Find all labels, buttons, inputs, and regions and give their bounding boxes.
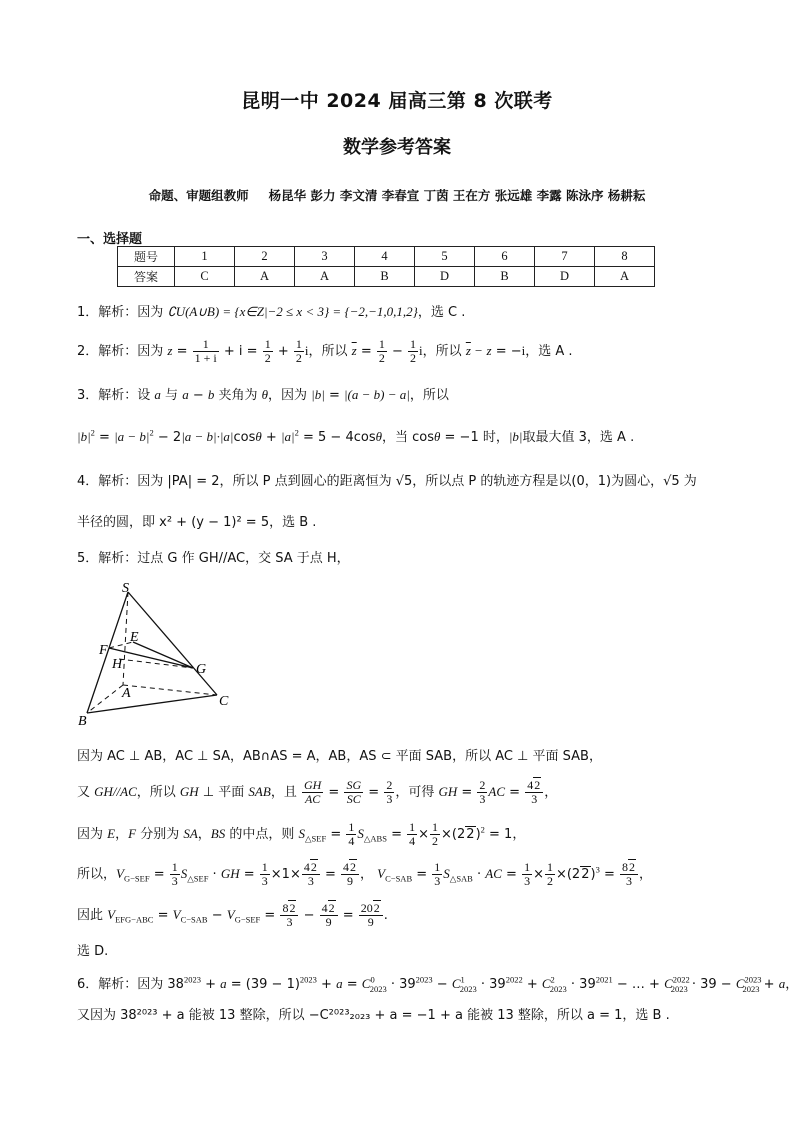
figure-label: F: [99, 643, 108, 658]
table-row: [118, 247, 655, 267]
table-cell: 6: [475, 247, 535, 267]
table-cell: 3: [295, 247, 355, 267]
table-row: [118, 267, 655, 287]
solution-label: 6．解析：: [77, 977, 138, 992]
solution-text: 因为: [137, 305, 164, 320]
table-cell: 7: [535, 247, 595, 267]
solution-5: [77, 547, 350, 566]
table-cell: A: [235, 267, 295, 287]
solution-1: [77, 301, 465, 320]
solution-label: 2．解析：: [77, 344, 138, 359]
solution-6: 6．解析：因为 $38^{2023} + a = (39 - 1)^{2023} + a = C^0_{2023} \cdot 39^{2023} - C^1_{2023} \cdot 39^{2022} + C^2_{2023} \cdot 39^{2021}$ − … + $C^{2022}_{2023} \cdot 39 - C^{2023}_{2023} + a$，: [77, 974, 798, 994]
solution-label: 5．解析：: [77, 551, 138, 566]
pyramid-figure: [75, 578, 245, 730]
solution-text: ，选 A .: [525, 344, 573, 359]
solution-5-line-3: 又 GH//AC，所以 GH ⊥ 平面 SAB，且 $\frac{GH}{AC}$ = $\frac{SG}{SC}$ = $\frac{2}{3}$ ，可得 GH = $\frac{2}{3}$ AC = $\frac{42}{3}$ ，: [77, 778, 558, 806]
solution-label: 3．解析：: [77, 388, 138, 403]
solution-5-line-5: 所以，$V_{G-SEF}$ = $\frac{1}{3}$ $S_{\triangle SEF}$ · GH = $\frac{1}{3}$ ×1× $\frac{42}{3}$ = $\frac{42}{9}$ ， $V_{C-SAB}$ = $\frac{1}{3}$ $S_{\triangle SAB}$ · AC = $\frac{1}{3}$ × $\frac{1}{2}$ $\times(22)^3$ = $\frac{82}{3}$ ，: [77, 860, 653, 888]
solution-label: 1．解析：: [77, 305, 138, 320]
solution-text: 取最大值 3，选 A .: [522, 430, 635, 445]
figure-label: S: [122, 581, 129, 596]
solution-5-line-6: 因此 $V_{EFG-ABC} = V_{C-SAB} - V_{G-SEF}$ = $\frac{82}{3}$ − $\frac{42}{9}$ = $\frac{202}{9}$ .: [77, 901, 388, 929]
solution-text: 过点 G 作 GH//AC，交 SA 于点 H，: [137, 551, 350, 566]
answer-table: [117, 246, 655, 287]
table-cell: D: [535, 267, 595, 287]
table-cell: 5: [415, 247, 475, 267]
document-title: 昆明一中 2024 届高三第 8 次联考: [241, 90, 553, 112]
authors-names: 杨昆华 彭力 李文清 李春宣 丁茵 王在方 张远雄 李露 陈泳序 杨耕耘: [268, 188, 646, 203]
table-cell: 1: [175, 247, 235, 267]
figure-label: A: [122, 686, 131, 701]
authors-line: [0, 186, 794, 204]
solution-3: 3．解析：设 a 与 a − b 夹角为 θ，因为 |b| = |(a − b) − a|，所以: [77, 387, 449, 403]
table-cell: A: [295, 267, 355, 287]
figure-label: G: [196, 662, 207, 677]
table-cell: B: [475, 267, 535, 287]
figure-label: H: [112, 657, 123, 672]
solution-6-line-2: 又因为 38²⁰²³ + a 能被 13 整除，所以 −C²⁰²³₂₀₂₃ + a = −1 + a 能被 13 整除，所以 a = 1，选 B .: [77, 1008, 670, 1023]
solution-4-line-2: 半径的圆，即 x² + (y − 1)² = 5，选 B .: [77, 515, 317, 530]
solution-label: 4．解析：: [77, 474, 138, 489]
table-cell: 4: [355, 247, 415, 267]
table-cell: 2: [235, 247, 295, 267]
authors-label: 命题、审题组教师: [148, 188, 249, 203]
solution-3-line-2: $|b|^2 = |a - b|^2 - 2|a - b|\cdot|a|\cos\theta + |a|^2 = 5 - 4\cos\theta$，当 cosθ = −1 时，|b|取最大值 3，选 A .: [77, 427, 635, 445]
solution-text: ，选 C .: [417, 305, 466, 320]
figure-label: B: [78, 714, 87, 729]
table-cell: C: [175, 267, 235, 287]
figure-label: C: [219, 694, 229, 709]
table-cell: D: [415, 267, 475, 287]
table-cell: 8: [595, 247, 655, 267]
solution-5-line-4: 因为 E，F 分别为 SA，BS 的中点，则 $S_{\triangle SEF}$ = $\frac{1}{4}$ $S_{\triangle ABS}$ = $\frac{1}{4}$ × $\frac{1}{2}$ $\times(22)^2 = 1$，: [77, 820, 526, 848]
solution-text: 因为 |PA| = 2，所以 P 点到圆心的距离恒为 √5，所以点 P 的轨迹方程是以(0，1)为圆心，√5 为: [137, 474, 697, 489]
table-cell: A: [595, 267, 655, 287]
solution-4: [77, 470, 697, 489]
section-heading: 一、选择题: [77, 232, 143, 247]
document-subtitle: 数学参考答案: [343, 137, 451, 158]
table-cell: B: [355, 267, 415, 287]
table-header-cell: 题号: [118, 247, 175, 267]
solution-2: 2．解析：因为 z = $\frac{1}{1 + i}$ + i = $\frac{1}{2}$ + $\frac{1}{2}$ i，所以 $\overline{z}$ = $\frac{1}{2}$ − $\frac{1}{2}$ i，所以 $\overline{z} - z = -i$，选 A .: [77, 337, 573, 365]
math-expression: ∁U(A∪B) = {x∈Z|−2 ≤ x < 3} = {−2,−1,0,1,2}: [167, 304, 418, 319]
solution-5-final: 选 D.: [77, 944, 109, 959]
table-header-cell: 答案: [118, 267, 175, 287]
figure-label: E: [130, 630, 139, 645]
solution-5-line-2: 因为 AC ⊥ AB，AC ⊥ SA，AB∩AS = A，AB，AS ⊂ 平面 SAB，所以 AC ⊥ 平面 SAB，: [77, 749, 602, 764]
